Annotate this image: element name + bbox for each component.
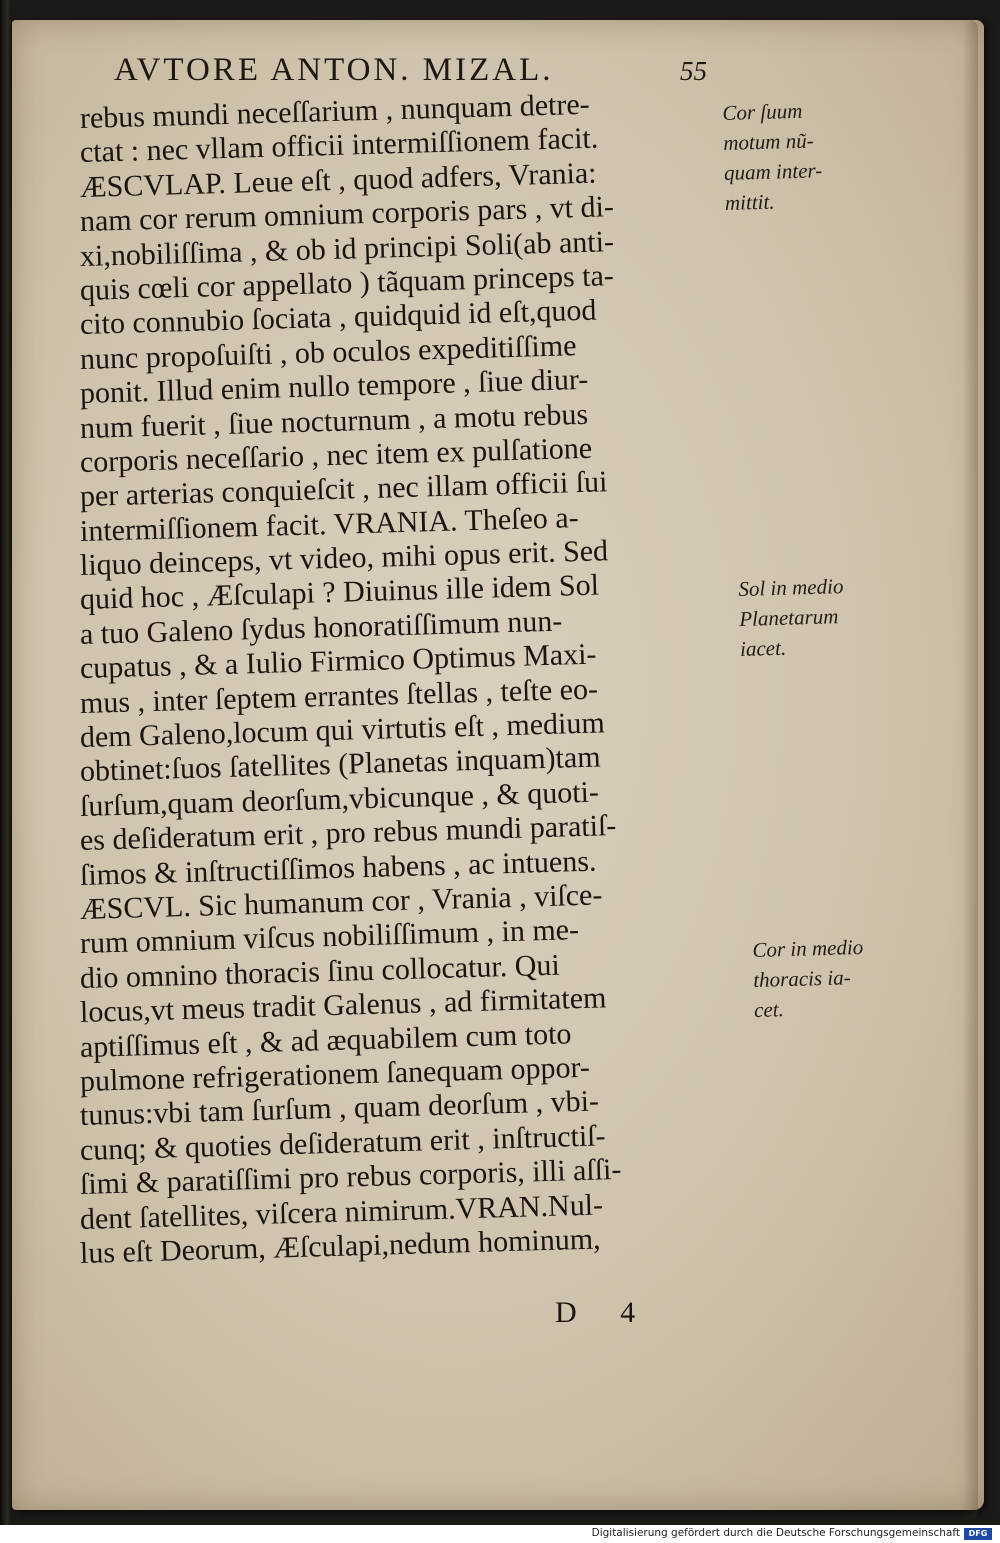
- text-line: a tuo Galeno ſydus honoratiſſimum nun-: [79, 604, 563, 651]
- text-line: dio omnino thoracis ſinu collocatur. Qui: [79, 948, 561, 995]
- text-line: pulmone refrigerationem ſanequam oppor-: [79, 1050, 591, 1098]
- marginal-note-line: Planetarum: [738, 604, 839, 631]
- text-line: nunc propoſuiſti , ob oculos expeditiſſime: [79, 328, 577, 376]
- marginal-note-line: motum nũ-: [722, 128, 814, 155]
- text-line: liquo deinceps, vt video, mihi opus erit. Sed: [79, 534, 609, 583]
- book-spine-shadow: [0, 0, 12, 1525]
- text-line: obtinet:ſuos ſatellites (Planetas inquam)tam: [79, 740, 601, 789]
- text-line: ÆSCVLAP. Leue eſt , quod adfers, Vrania:: [79, 156, 597, 204]
- text-line: rum omnium viſcus nobiliſſimum , in me-: [79, 913, 580, 961]
- body-text: [79, 87, 740, 1271]
- text-line: dem Galeno,locum qui virtutis eſt , medium: [79, 706, 606, 755]
- text-line: cito connubio ſociata , quidquid id eſt,quod: [79, 293, 597, 342]
- text-line: rebus mundi neceſſarium , nunquam detre-: [79, 87, 591, 135]
- text-line: cupatus , & a Iulio Firmico Optimus Maxi-: [79, 637, 597, 686]
- text-line: quid hoc , Æſculapi ? Diuinus ille idem Sol: [79, 568, 600, 617]
- running-head: AVTORE ANTON. MIZAL.: [114, 52, 554, 88]
- text-line: ſurſum,quam deorſum,vbicunque , & quoti-: [79, 775, 600, 823]
- signature-mark: D 4: [555, 1296, 654, 1329]
- text-line: dent ſatellites, viſcera nimirum.VRAN.Nul-: [79, 1187, 604, 1236]
- text-line: per arterias conquieſcit , nec illam officii ſui: [79, 465, 608, 514]
- page-number: 55: [680, 56, 707, 86]
- marginal-note-line: Cor ſuum: [722, 98, 803, 125]
- text-line: cunq; & quoties deſideratum erit , inſtructiſ-: [79, 1119, 606, 1167]
- text-line: intermiſſionem facit. VRANIA. Theſeo a-: [79, 500, 580, 548]
- text-line: xi,nobiliſſima , & ob id principi Soli(ab anti-: [79, 224, 615, 273]
- text-line: corporis neceſſario , nec item ex pulſatione: [79, 431, 593, 479]
- text-line: nam cor rerum omnium corporis pars , vt di-: [79, 190, 615, 239]
- digitization-credit: Digitalisierung gefördert durch die Deutsche Forschungsgemeinschaft: [591, 1527, 960, 1539]
- marginal-note-line: quam inter-: [723, 158, 823, 185]
- text-line: mus , inter ſeptem errantes ſtellas , teſte eo-: [79, 672, 599, 720]
- dfg-logo: DFG: [964, 1528, 992, 1540]
- marginal-note-2: [738, 571, 845, 664]
- text-line: tunus:vbi tam ſurſum , quam deorſum , vbi-: [79, 1084, 600, 1133]
- text-line: ÆSCVL. Sic humanum cor , Vrania , viſce-: [79, 878, 603, 926]
- marginal-note-line: iacet.: [739, 635, 787, 661]
- text-line: locus,vt meus tradit Galenus , ad firmitatem: [79, 981, 607, 1030]
- marginal-note-1: [722, 95, 823, 218]
- text-line: num fuerit , ſiue nocturnum , a motu rebus: [79, 397, 589, 445]
- marginal-note-line: cet.: [753, 997, 785, 1022]
- text-line: lus eſt Deorum, Æſculapi,nedum hominum,: [79, 1222, 602, 1270]
- marginal-note-line: Sol in medio: [738, 574, 844, 601]
- text-line: ponit. Illud enim nullo tempore , ſiue diur-: [79, 362, 589, 411]
- text-line: ſimos & inſtructiſſimos habens , ac intuens.: [79, 844, 597, 892]
- text-line: aptiſſimus eſt , & ad æquabilem cum toto: [79, 1016, 572, 1064]
- marginal-note-line: thoracis ia-: [752, 965, 851, 992]
- marginal-note-3: [752, 932, 865, 1025]
- text-line: ctat : nec vllam officii intermiſſionem facit.: [79, 121, 599, 170]
- marginal-note-line: Cor in medio: [752, 934, 864, 962]
- text-line: es deſideratum erit , pro rebus mundi paratiſ-: [79, 809, 617, 858]
- text-line: quis cœli cor appellato ) tãquam princeps ta-: [79, 259, 615, 307]
- marginal-note-line: mittit.: [724, 189, 775, 215]
- text-line: ſimi & paratiſſimi pro rebus corporis, illi aſſi-: [79, 1152, 622, 1202]
- page-edge-shade: [962, 20, 978, 1520]
